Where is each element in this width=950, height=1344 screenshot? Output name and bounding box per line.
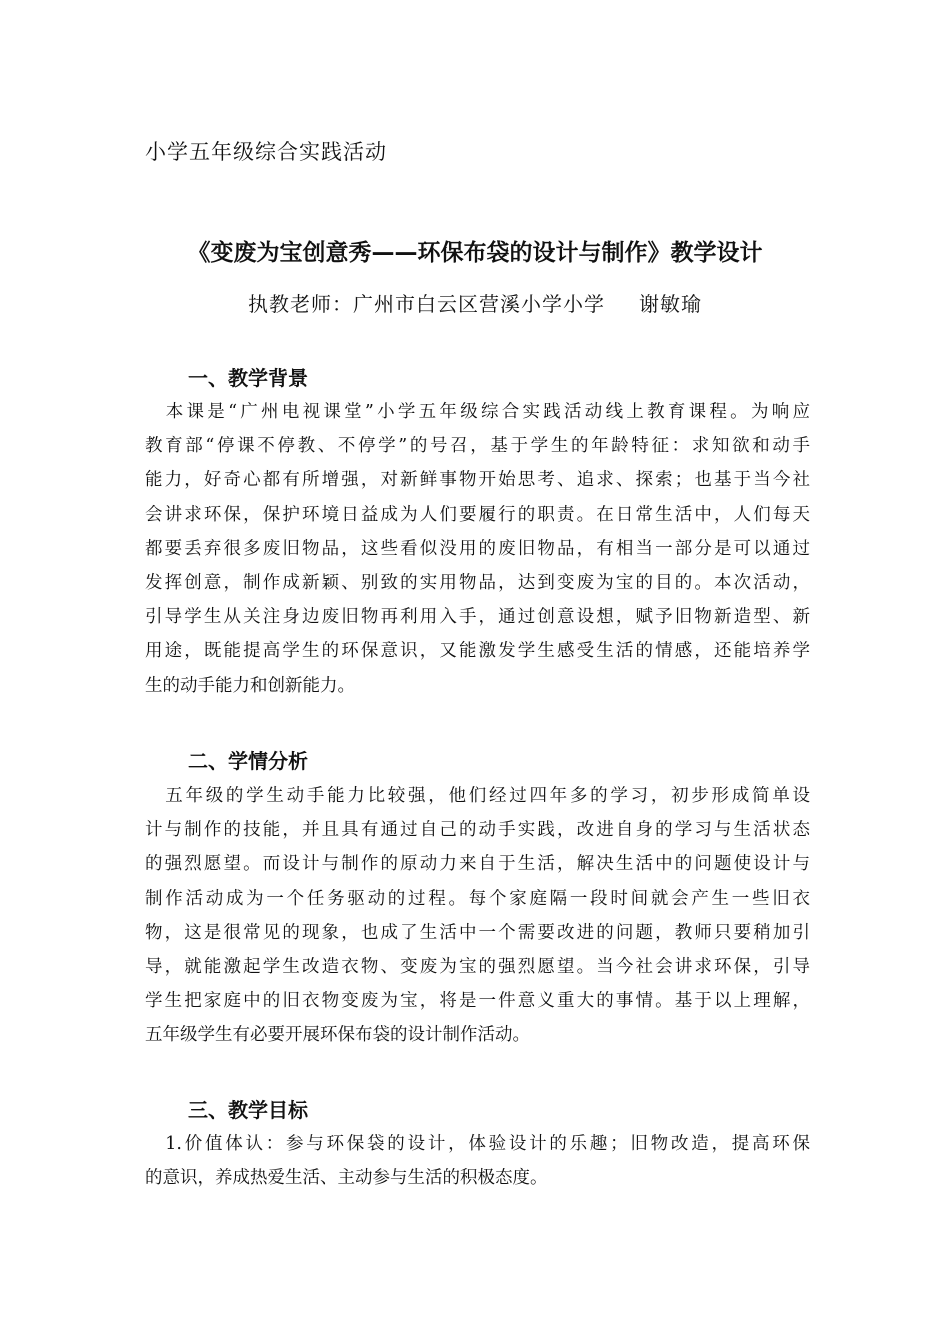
teacher-school: 执教老师：广州市白云区营溪小学小学 — [248, 292, 605, 316]
paragraph-line: 物，这是很常见的现象，也成了生活中一个需要改进的问题，教师只要稍加引 — [145, 922, 810, 943]
section-heading-background: 一、教学背景 — [188, 366, 308, 390]
paragraph-line: 计与制作的技能，并且具有通过自己的动手实践，改进自身的学习与生活状态 — [145, 820, 810, 841]
paragraph-line: 学生把家庭中的旧衣物变废为宝，将是一件意义重大的事情。基于以上理解， — [145, 991, 810, 1012]
paragraph-line: 会讲求环保，保护环境日益成为人们要履行的职责。在日常生活中，人们每天 — [145, 504, 810, 525]
teacher-line — [0, 288, 950, 317]
paragraph-line: 的强烈愿望。而设计与制作的原动力来自于生活，解决生活中的问题使设计与 — [145, 854, 810, 875]
paragraph-line: 五年级学生有必要开展环保布袋的设计制作活动。 — [145, 1025, 530, 1046]
paragraph-line: 能力，好奇心都有所增强，对新鲜事物开始思考、追求、探索；也基于当今社 — [145, 470, 810, 491]
paragraph-line: 的意识，养成热爱生活、主动参与生活的积极态度。 — [145, 1168, 548, 1189]
paragraph-line: 本课是“广州电视课堂”小学五年级综合实践活动线上教育课程。为响应 — [145, 402, 810, 422]
paragraph-line: 制作活动成为一个任务驱动的过程。每个家庭隔一段时间就会产生一些旧衣 — [145, 888, 810, 909]
paragraph-line: 用途，既能提高学生的环保意识，又能激发学生感受生活的情感，还能培养学 — [145, 641, 810, 662]
section-body-background — [145, 395, 810, 703]
course-category-label: 小学五年级综合实践活动 — [145, 140, 387, 164]
paragraph-line: 导，就能激起学生改造衣物、变废为宝的强烈愿望。当今社会讲求环保，引导 — [145, 957, 810, 978]
paragraph-line: 引导学生从关注身边废旧物再利用入手，通过创意设想，赋予旧物新造型、新 — [145, 607, 810, 628]
section-heading-analysis: 二、学情分析 — [188, 749, 308, 773]
paragraph-line: 发挥创意，制作成新颖、别致的实用物品，达到变废为宝的目的。本次活动， — [145, 573, 810, 594]
section-body-objectives — [145, 1127, 810, 1195]
paragraph-line: 都要丢弃很多废旧物品，这些看似没用的废旧物品，有相当一部分是可以通过 — [145, 538, 810, 559]
teacher-name: 谢敏瑜 — [639, 292, 702, 316]
section-heading-objectives: 三、教学目标 — [188, 1098, 308, 1122]
paragraph-line: 1.价值体认：参与环保袋的设计，体验设计的乐趣；旧物改造，提高环保 — [145, 1134, 810, 1154]
paragraph-line: 教育部“停课不停教、不停学”的号召，基于学生的年龄特征：求知欲和动手 — [145, 436, 810, 457]
document-title: 《变废为宝创意秀——环保布袋的设计与制作》教学设计 — [187, 240, 763, 266]
paragraph-line: 五年级的学生动手能力比较强，他们经过四年多的学习，初步形成简单设 — [145, 786, 810, 806]
paragraph-line: 生的动手能力和创新能力。 — [145, 675, 355, 696]
section-body-analysis — [145, 779, 810, 1053]
